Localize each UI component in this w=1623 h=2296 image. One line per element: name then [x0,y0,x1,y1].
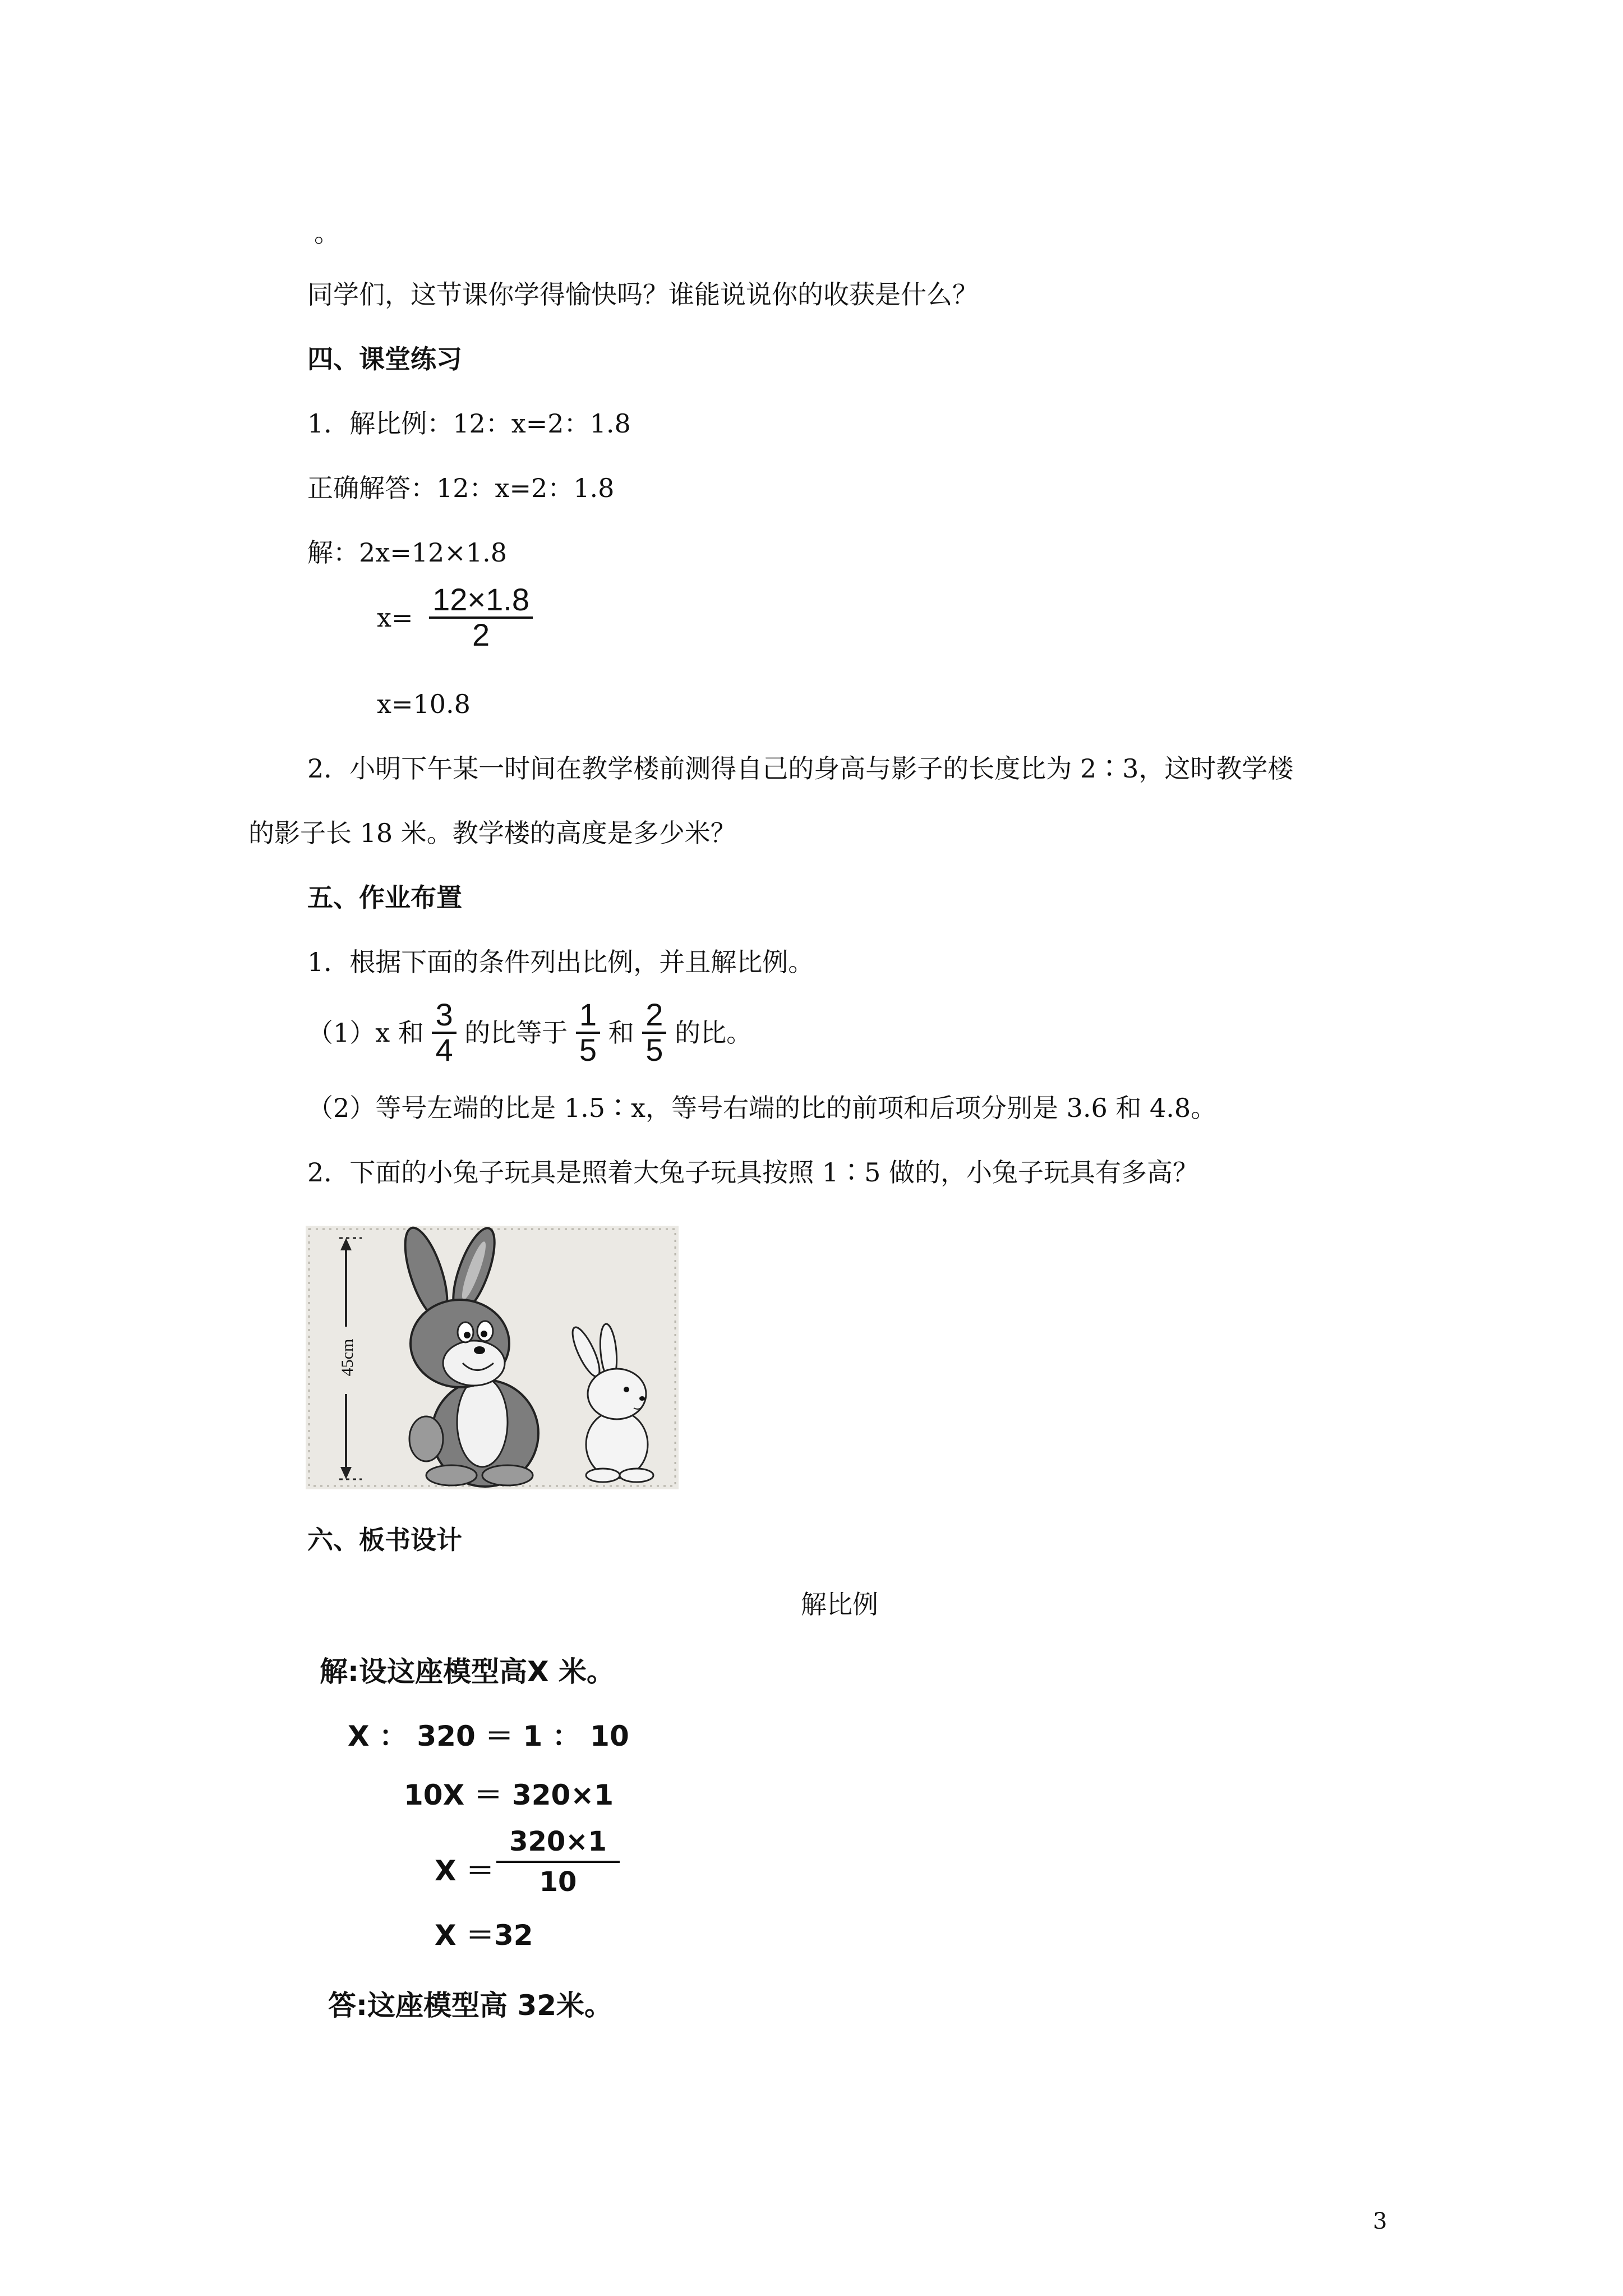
homework-q1a-prefix: （1）x 和 [307,1017,424,1048]
practice-step2-numerator: 12×1.8 [429,583,533,619]
practice-answer-label: 正确解答：12：x=2：1.8 [307,473,615,503]
fraction-three-quarters-num: 3 [432,999,456,1034]
rabbit-figure [306,1226,679,1489]
practice-step3: x=10.8 [377,689,471,719]
section-heading-practice: 四、课堂练习 [307,344,462,374]
homework-q1a [307,999,752,1067]
figure-height-label: 45cm [338,1338,357,1377]
board-line4-fraction [496,1826,620,1898]
fraction-three-quarters-den: 4 [435,1032,453,1068]
board-line1: 解:设这座模型高X 米。 [320,1655,615,1688]
board-line4-denominator: 10 [539,1866,577,1898]
fraction-two-fifths-num: 2 [642,999,666,1034]
section-heading-board: 六、板书设计 [307,1525,462,1555]
practice-step2-lhs: x= [377,602,413,633]
practice-q2-line1: 2．小明下午某一时间在教学楼前测得自己的身高与影子的长度比为 2∶3，这时教学楼 [307,753,1294,784]
big-rabbit [396,1226,538,1487]
practice-q1: 1．解比例：12：x=2：1.8 [307,408,631,439]
board-line2: X ： 320 ＝ 1 ： 10 [348,1720,629,1752]
practice-step2 [377,583,533,652]
summary-question: 同学们，这节课你学得愉快吗？谁能说说你的收获是什么？ [307,279,978,310]
board-answer: 答:这座模型高 32米。 [328,1989,612,2022]
fraction-one-fifth-num: 1 [576,999,600,1034]
homework-q1a-mid1: 的比等于 [464,1017,568,1048]
homework-q1a-mid2: 和 [608,1017,634,1048]
practice-step2-denominator: 2 [472,616,490,652]
section-heading-homework: 五、作业布置 [307,882,462,913]
board-line4-numerator: 320×1 [496,1826,620,1863]
rabbit-illustration [306,1226,679,1489]
fraction-two-fifths-den: 5 [645,1032,663,1068]
small-rabbit [568,1323,653,1482]
board-title: 解比例 [801,1589,878,1619]
fraction-three-quarters [432,999,456,1067]
practice-step1: 解：2x=12×1.8 [307,537,507,568]
homework-q1b: （2）等号左端的比是 1.5∶x，等号右端的比的前项和后项分别是 3.6 和 4.8。 [307,1093,1217,1123]
practice-q2-line2: 的影子长 18 米。教学楼的高度是多少米？ [248,818,736,848]
fraction-one-fifth-den: 5 [579,1032,597,1068]
board-line5: X ＝32 [435,1919,533,1952]
practice-step2-fraction [429,583,533,652]
fraction-one-fifth [576,999,600,1067]
page-number: 3 [1373,2208,1387,2234]
top-mark: 。 [314,218,340,248]
fraction-two-fifths [642,999,666,1067]
homework-q1a-suffix: 的比。 [675,1017,753,1048]
homework-q2: 2．下面的小兔子玩具是照着大兔子玩具按照 1∶5 做的，小兔子玩具有多高？ [307,1157,1199,1188]
board-line3: 10X ＝ 320×1 [404,1779,614,1811]
board-line4-lhs: X ＝ [435,1855,494,1887]
homework-q1: 1．根据下面的条件列出比例，并且解比例。 [307,947,814,977]
